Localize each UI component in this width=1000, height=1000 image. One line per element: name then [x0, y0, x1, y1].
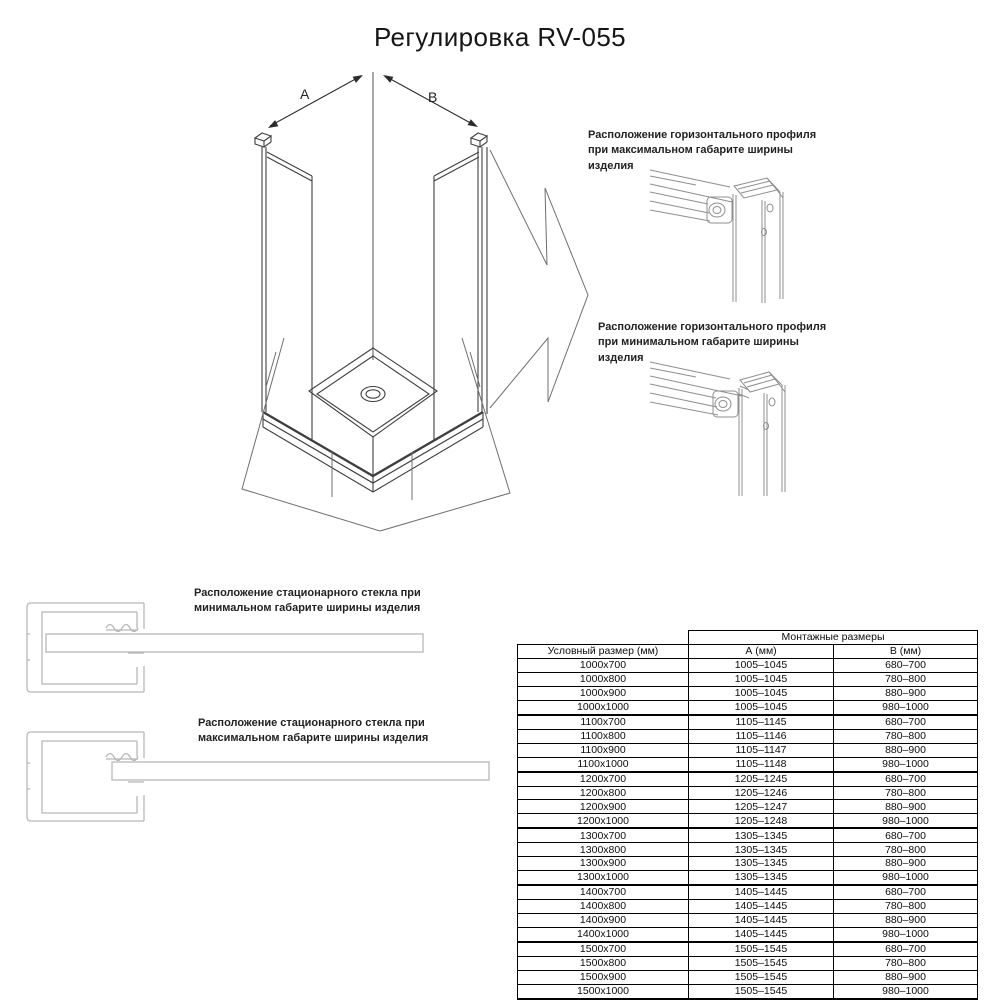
table-cell: 1505–1545: [689, 970, 834, 984]
table-cell: 1305–1345: [689, 857, 834, 871]
table-row: [518, 828, 978, 843]
table-row: [518, 885, 978, 900]
table-cell: 1305–1345: [689, 871, 834, 886]
table-cell: 1400x800: [518, 900, 689, 914]
caption-profile-max: Расположение горизонтального профиля при максимальном габарите ширины изделия: [588, 129, 817, 172]
table-row: [518, 743, 978, 757]
table-cell: 780–800: [834, 843, 978, 857]
dimension-label-a: A: [300, 86, 310, 102]
table-row: [518, 970, 978, 984]
table-row: [518, 659, 978, 673]
table-cell: 980–1000: [834, 927, 978, 942]
table-cell: 880–900: [834, 686, 978, 700]
caption-glass-min: Расположение стационарного стекла при минимальном габарите ширины изделия: [194, 587, 421, 615]
glass-pane-min: [46, 634, 423, 652]
table-cell: 1500x900: [518, 970, 689, 984]
table-cell: 1405–1445: [689, 885, 834, 900]
table-cell: 1005–1045: [689, 686, 834, 700]
table-cell: 780–800: [834, 672, 978, 686]
table-row: [518, 942, 978, 957]
table-cell: 1505–1545: [689, 984, 834, 999]
header-spacer: [518, 631, 689, 645]
table-cell: 680–700: [834, 942, 978, 957]
table-row: [518, 686, 978, 700]
table-cell: 1400x700: [518, 885, 689, 900]
table-row: [518, 772, 978, 787]
table-row: [518, 729, 978, 743]
size-table-body: [518, 659, 978, 1000]
table-cell: 1100x900: [518, 743, 689, 757]
table-cell: 980–1000: [834, 871, 978, 886]
table-cell: 1405–1445: [689, 914, 834, 928]
table-row: [518, 914, 978, 928]
wall-posts: [262, 147, 487, 414]
table-row: [518, 956, 978, 970]
table-cell: 680–700: [834, 659, 978, 673]
table-cell: 1000x900: [518, 686, 689, 700]
table-cell: 680–700: [834, 772, 978, 787]
table-cell: 1005–1045: [689, 659, 834, 673]
table-row: [518, 814, 978, 829]
header-group: Монтажные размеры: [689, 631, 978, 645]
drain: [361, 387, 385, 402]
tray-edges: [263, 412, 483, 492]
page-title: Регулировка RV-055: [373, 22, 627, 52]
table-cell: 1100x700: [518, 715, 689, 730]
table-cell: 1405–1445: [689, 900, 834, 914]
header-nominal-size: Условный размер (мм): [518, 645, 689, 659]
table-cell: 1000x700: [518, 659, 689, 673]
table-cell: 1105–1146: [689, 729, 834, 743]
post-cap-right: [471, 133, 487, 147]
isometric-cabin: [255, 72, 487, 492]
table-cell: 1500x800: [518, 956, 689, 970]
table-cell: 1000x1000: [518, 700, 689, 715]
tray-floor: [317, 356, 429, 432]
table-cell: 880–900: [834, 970, 978, 984]
table-cell: 680–700: [834, 715, 978, 730]
table-cell: 1300x700: [518, 828, 689, 843]
table-row: [518, 871, 978, 886]
table-header-row: [518, 645, 978, 659]
table-cell: 780–800: [834, 956, 978, 970]
table-cell: 1205–1246: [689, 786, 834, 800]
dimension-a: [268, 75, 363, 128]
table-row: [518, 786, 978, 800]
drain-inner: [366, 390, 380, 398]
table-row: [518, 700, 978, 715]
table-cell: 980–1000: [834, 814, 978, 829]
tray-rim: [309, 348, 437, 437]
table-cell: 1105–1147: [689, 743, 834, 757]
table-cell: 1505–1545: [689, 956, 834, 970]
table-group-header-row: [518, 631, 978, 645]
table-row: [518, 843, 978, 857]
table-row: [518, 715, 978, 730]
dimension-label-b: B: [428, 89, 438, 105]
table-cell: 1105–1145: [689, 715, 834, 730]
table-cell: 780–800: [834, 786, 978, 800]
table-cell: 880–900: [834, 800, 978, 814]
table-cell: 1200x800: [518, 786, 689, 800]
table-cell: 1300x1000: [518, 871, 689, 886]
post-cap-left: [255, 133, 271, 147]
table-cell: 1500x700: [518, 942, 689, 957]
table-cell: 1200x700: [518, 772, 689, 787]
table-cell: 1500x1000: [518, 984, 689, 999]
table-cell: 880–900: [834, 743, 978, 757]
table-cell: 780–800: [834, 729, 978, 743]
table-cell: 1200x900: [518, 800, 689, 814]
size-table: [517, 630, 978, 1000]
table-row: [518, 857, 978, 871]
table-cell: 1200x1000: [518, 814, 689, 829]
table-cell: 1400x1000: [518, 927, 689, 942]
caption-profile-min: Расположение горизонтального профиля при минимальном габарите ширины изделия: [598, 321, 827, 364]
table-cell: 680–700: [834, 885, 978, 900]
table-cell: 1400x900: [518, 914, 689, 928]
table-cell: 980–1000: [834, 984, 978, 999]
table-cell: 1205–1245: [689, 772, 834, 787]
table-cell: 1405–1445: [689, 927, 834, 942]
table-cell: 1100x800: [518, 729, 689, 743]
table-row: [518, 927, 978, 942]
table-cell: 680–700: [834, 828, 978, 843]
table-cell: 1100x1000: [518, 757, 689, 772]
detail-profile-min: [650, 362, 785, 496]
table-cell: 880–900: [834, 914, 978, 928]
table-cell: 980–1000: [834, 700, 978, 715]
table-cell: 1305–1345: [689, 828, 834, 843]
table-cell: 1300x800: [518, 843, 689, 857]
table-cell: 1305–1345: [689, 843, 834, 857]
table-row: [518, 984, 978, 999]
table-row: [518, 900, 978, 914]
table-cell: 1005–1045: [689, 700, 834, 715]
table-cell: 1205–1247: [689, 800, 834, 814]
table-cell: 980–1000: [834, 757, 978, 772]
table-row: [518, 672, 978, 686]
header-dim-b: В (мм): [834, 645, 978, 659]
table-cell: 1005–1045: [689, 672, 834, 686]
table-row: [518, 757, 978, 772]
flow-arrow-right: [490, 150, 588, 408]
table-cell: 780–800: [834, 900, 978, 914]
table-cell: 1300x900: [518, 857, 689, 871]
table-cell: 880–900: [834, 857, 978, 871]
table-cell: 1000x800: [518, 672, 689, 686]
glass-pane-max: [112, 762, 489, 780]
table-row: [518, 800, 978, 814]
caption-glass-max: Расположение стационарного стекла при максимальном габарите ширины изделия: [198, 717, 429, 745]
table-cell: 1105–1148: [689, 757, 834, 772]
detail-profile-max: [650, 170, 783, 303]
table-cell: 1505–1545: [689, 942, 834, 957]
header-dim-a: А (мм): [689, 645, 834, 659]
table-cell: 1205–1248: [689, 814, 834, 829]
